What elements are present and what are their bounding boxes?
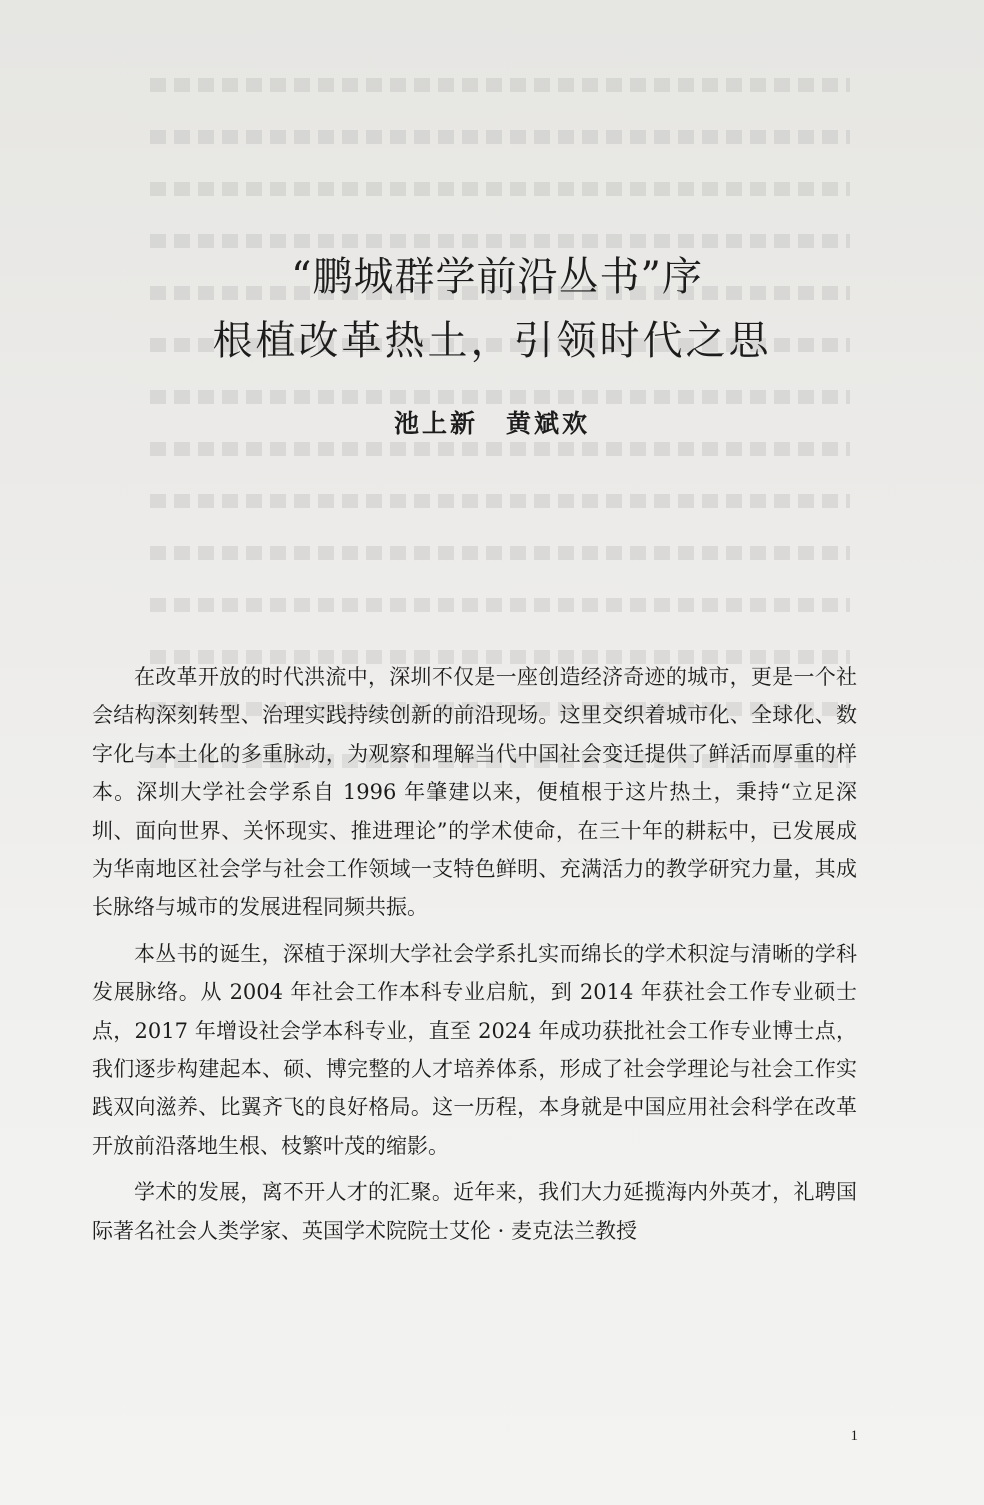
paragraph: 在改革开放的时代洪流中，深圳不仅是一座创造经济奇迹的城市，更是一个社会结构深刻转型、治理实践持续创新的前沿现场。这里交织着城市化、全球化、数字化与本土化的多重脉动，为观察和理解当代中国社会变迁提供了鲜活而厚重的样本。深圳大学社会学系自 1996 年肇建以来，便植根于这片热土，秉持“立足深圳、面向世界、关怀现实、推进理论”的学术使命，在三十年的耕耘中，已发展成为华南地区社会学与社会工作领域一支特色鲜明、充满活力的教学研究力量，其成长脉络与城市的发展进程同频共振。 (92, 665, 857, 920)
paragraph: 本丛书的诞生，深植于深圳大学社会学系扎实而绵长的学术积淀与清晰的学科发展脉络。从 2004 年社会工作本科专业启航，到 2014 年获社会工作专业硕士点，2017 年增设社会学本科专业，直至 2024 年成功获批社会工作专业博士点，我们逐步构建起本、硕、博完整的人才培养体系，形成了社会学理论与社会工作实践双向滋养、比翼齐飞的良好格局。这一历程，本身就是中国应用社会科学在改革开放前沿落地生根、枝繁叶茂的缩影。 (92, 941, 857, 1158)
preface-subtitle: 根植改革热土，引领时代之思 (212, 318, 772, 364)
series-title: “鹏城群学前沿丛书”序 (291, 254, 703, 300)
paragraph: 学术的发展，离不开人才的汇聚。近年来，我们大力延揽海内外英才，礼聘国际著名社会人类学家、英国学术院院士艾伦 · 麦克法兰教授 (92, 1180, 857, 1243)
page-number: 1 (850, 1428, 858, 1444)
title-block (0, 250, 984, 368)
body-text (92, 658, 857, 1258)
authors: 池上新 黄斌欢 (393, 409, 590, 438)
